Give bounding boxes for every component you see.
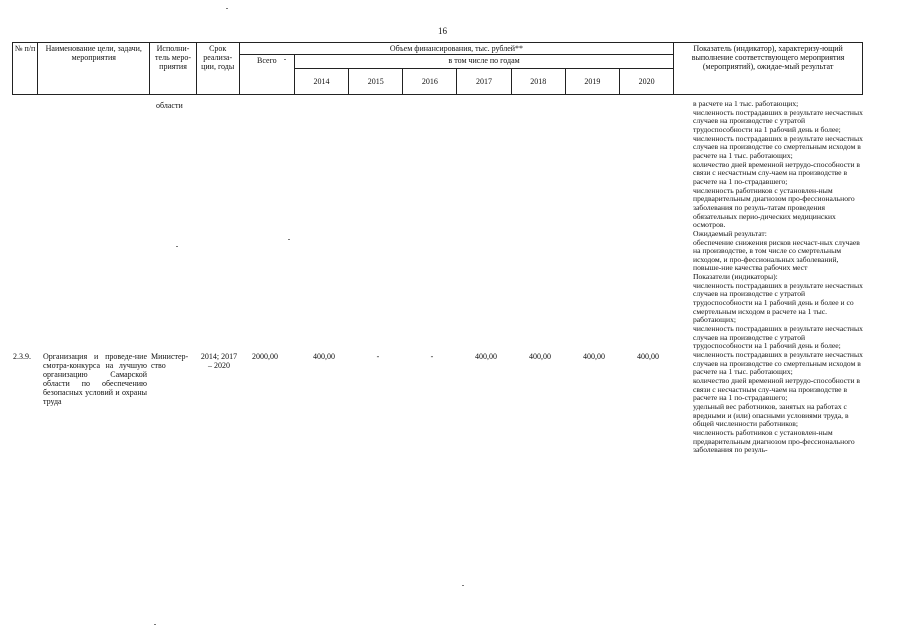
header-indicator: Показатель (индикатор), характеризу-ющий выполнение соответствующего мероприятия (мероприятий), ожидае-мый результат — [674, 43, 863, 95]
row-activity-name: Организация и проведе-ние смотра-конкурса на лучшую организацию Самарской области по обеспечению безопасных условий и охраны труда — [43, 352, 147, 406]
row-total: 2000,00 — [252, 352, 278, 361]
scan-speck — [176, 246, 178, 247]
header-no: № п/п — [13, 43, 38, 95]
row-value-2016: - — [430, 352, 434, 361]
row-value-2017: 400,00 — [475, 352, 497, 361]
scan-speck — [284, 59, 286, 60]
scan-speck — [462, 585, 464, 586]
row-value-2014: 400,00 — [313, 352, 335, 361]
scan-speck — [226, 8, 228, 9]
executor-continuation: области — [156, 101, 183, 110]
page-number: 16 — [438, 26, 447, 36]
header-by-years: в том числе по годам — [294, 55, 673, 69]
header-term: Срок реализа-ции, годы — [196, 43, 239, 95]
row-value-2018: 400,00 — [529, 352, 551, 361]
indicator-text: в расчете на 1 тыс. работающих; численность пострадавших в результате несчастных случаев на производстве с утратой трудоспособности на 1 рабочий день и более; численность пострадавших в результате несчастных случаев на производстве со смертельным исходом в расчете на 1 тыс. работающих; количество дней временной нетрудо-способности в связи с несчастным слу-чаем на производстве в расчете на 1 по-страдавшего; численность работников с установлен-ным предварительным диагнозом про-фессионального заболевания по резуль-татам проведения обязательных перио-дических медицинских осмотров. Ожидаемый результат: обеспечение снижения рисков несчаст-ных случаев на производстве, в том числе со смертельным исходом, и про-фессиональных заболеваний, повыше-ние качества рабочих мест Показатели (индикаторы): численность пострадавших в результате несчастных случаев на производстве с утратой трудоспособности на 1 рабочий день и более и со смертельным исходом в расчете на 1 тыс. работающих; численность пострадавших в результате несчастных случаев на производстве с утратой трудоспособности на 1 рабочий день и более; численность пострадавших в результате несчастных случаев на производстве со смертельным исходом в расчете на 1 тыс. работающих; количество дней временной нетрудо-способности в связи с несчастным слу-чаем на производстве в расчете на 1 по-страдавшего; удельный вес работников, занятых на работах с вредными и (или) опасными условиями труда, в общей численности работников; численность работников с установлен-ным предварительным диагнозом про-фессионального заболевания по резуль- — [693, 99, 863, 455]
header-year-2016: 2016 — [403, 69, 457, 95]
row-executor: Министер-ство — [151, 352, 189, 370]
header-year-2019: 2019 — [565, 69, 619, 95]
header-year-2018: 2018 — [511, 69, 565, 95]
header-year-2017: 2017 — [457, 69, 511, 95]
financing-table-header — [12, 42, 863, 95]
row-value-2020: 400,00 — [637, 352, 659, 361]
header-year-2014: 2014 — [294, 69, 348, 95]
header-executor: Исполни-тель меро-приятия — [150, 43, 196, 95]
header-name: Наименование цели, задачи, мероприятия — [38, 43, 150, 95]
scan-speck — [288, 239, 290, 240]
row-value-2019: 400,00 — [583, 352, 605, 361]
header-financing: Объем финансирования, тыс. рублей** — [239, 43, 673, 55]
row-value-2015: - — [376, 352, 380, 361]
scan-speck — [154, 624, 156, 625]
row-number: 2.3.9. — [13, 352, 31, 361]
header-year-2015: 2015 — [349, 69, 403, 95]
header-total: Всего — [239, 55, 294, 95]
row-term: 2014; 2017 – 2020 — [200, 352, 238, 370]
header-year-2020: 2020 — [619, 69, 673, 95]
